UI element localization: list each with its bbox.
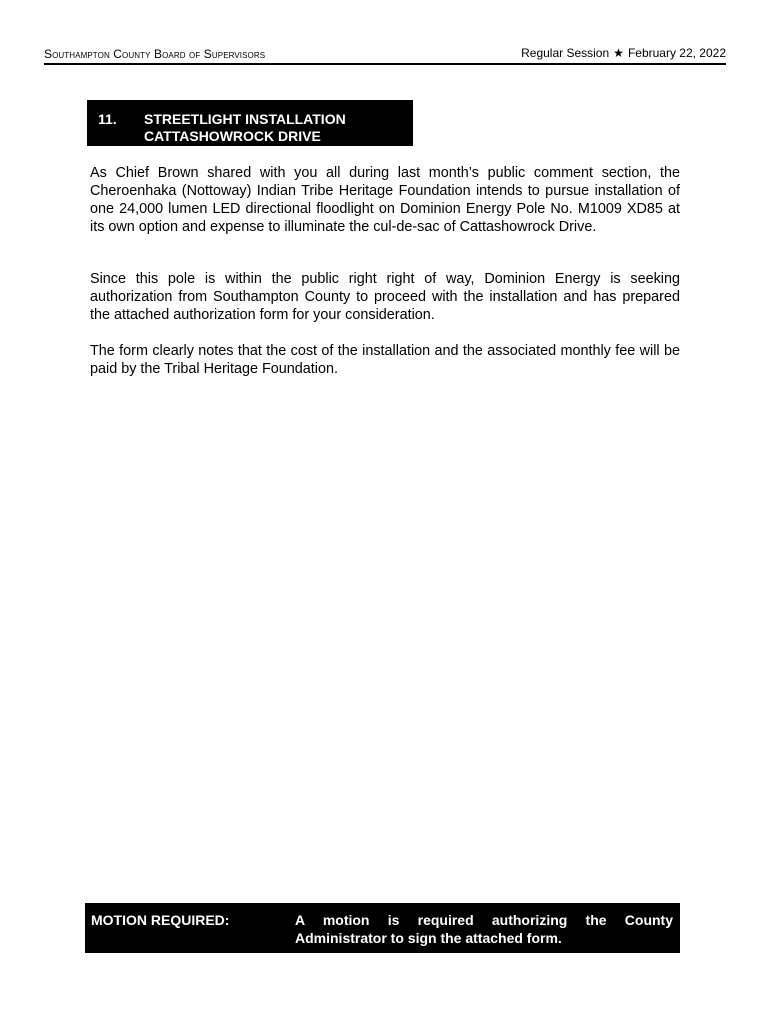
motion-required-box xyxy=(85,903,680,953)
motion-text: A motion is required authorizing the County Administrator to sign the attached form. xyxy=(295,912,673,946)
item-title-line2: CATTASHOWROCK DRIVE xyxy=(144,128,321,144)
star-icon: ★ xyxy=(613,46,624,60)
agenda-item-heading xyxy=(87,100,413,146)
motion-label: MOTION REQUIRED: xyxy=(91,912,230,928)
item-title-line1: STREETLIGHT INSTALLATION xyxy=(144,111,346,127)
paragraph-1: As Chief Brown shared with you all during last month’s public comment section, the Cheroenhaka (Nottoway) Indian Tribe Heritage Foundation intends to pursue installation of one 24,000 lumen LED directional floodlight on Dominion Energy Pole No. M1009 XD85 at its own option and expense to illuminate the cul-de-sac of Cattashowrock Drive. xyxy=(90,165,680,235)
paragraph-2: Since this pole is within the public right right of way, Dominion Energy is seeking authorization from Southampton County to proceed with the installation and has prepared the attached authorization form for your consideration. xyxy=(90,271,680,323)
paragraph-3: The form clearly notes that the cost of the installation and the associated monthly fee will be paid by the Tribal Heritage Foundation. xyxy=(90,343,680,377)
item-number: 11. xyxy=(98,111,117,127)
header-session: Regular Session xyxy=(521,46,610,60)
header-date: February 22, 2022 xyxy=(627,46,726,60)
header-organization: Southampton County Board of Supervisors xyxy=(44,47,266,61)
header-session-info xyxy=(521,46,726,60)
page-header xyxy=(44,46,726,65)
